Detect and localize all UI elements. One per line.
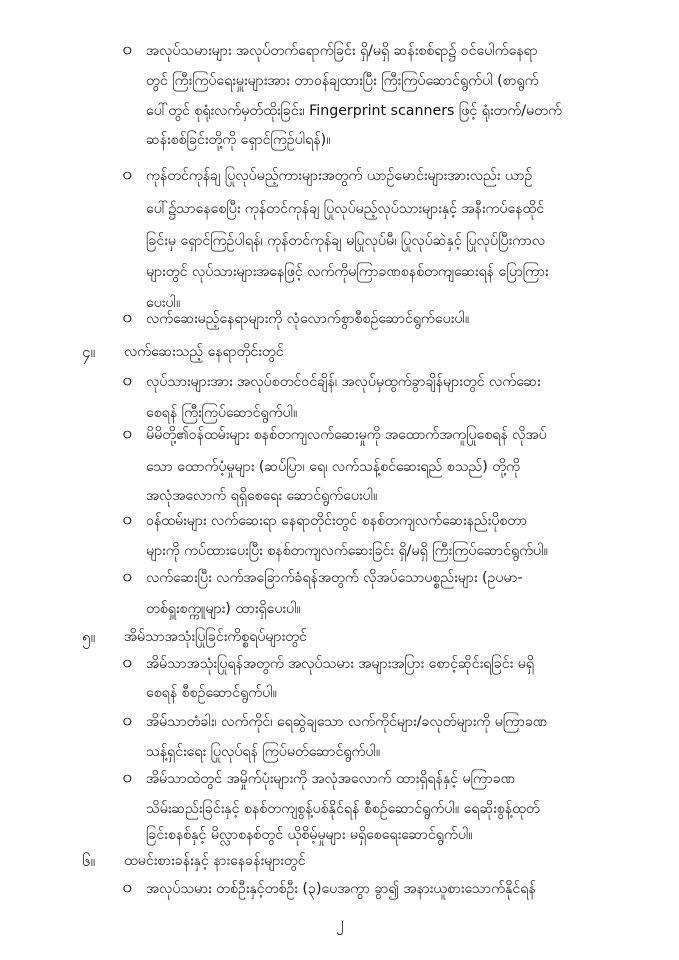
text-line: ကုန်တင်ကုန်ချ ပြုလုပ်မည့်ကားများအတွက် ယာဉ်မောင်းများအားလည်း ယာဉ် <box>146 168 533 184</box>
text-line: အိမ်သာတံခါး၊ လက်ကိုင်၊ ရေဆွဲချသော လက်ကိုင်များ/ခလုတ်များကို မကြာခဏ <box>146 714 548 730</box>
text-line: တစ်ရှူးစက္ကူများ) ထားရှိပေးပါ။ <box>146 601 301 617</box>
section-number: ၆။ <box>82 852 95 870</box>
text-line: စေရန် စီစဉ်ဆောင်ရွက်ပါ။ <box>146 685 277 701</box>
text-line: ခြင်းမှ ရှောင်ကြဉ်ပါရန်၊ ကုန်တင်ကုန်ချ မပြုလုပ်မီ၊ ပြုလုပ်ဆဲနှင့် ပြုလုပ်ပြီးကာလ <box>146 233 546 249</box>
bullet-icon: ㅇ <box>120 373 135 391</box>
text-line: ပေးပါ။ <box>146 295 181 311</box>
text-line: ပေါ်တွင် စုရုံးလက်မှတ်ထိုးခြင်း၊ Fingerprint scanners ဖြင့် ရုံးတက်/မတက် <box>146 103 562 119</box>
text-line: ခြင်းစနစ်နှင့် မိလ္လာစနစ်တွင် ယိုစိမ့်မှုများ မရှိစေရေးဆောင်ရွက်ပါ။ <box>146 827 473 843</box>
text-line: လုပ်သားများအား အလုပ်စတင်ဝင်ချိန်၊ အလုပ်မှထွက်ခွာချိန်များတွင် လက်ဆေး <box>146 374 541 390</box>
bullet-icon: ㅇ <box>120 426 135 444</box>
text-line: သော ထောက်ပံ့မှုများ (ဆပ်ပြာ၊ ရေ၊ လက်သန့်စင်ဆေးရည် စသည်) တို့ကို <box>146 459 520 475</box>
bullet-icon: ㅇ <box>120 569 135 587</box>
bullet-icon: ㅇ <box>120 713 135 731</box>
bullet-icon: ㅇ <box>120 42 135 60</box>
bullet-icon: ㅇ <box>120 512 135 530</box>
section-number: ၅။ <box>82 628 95 646</box>
bullet-icon: ㅇ <box>120 310 135 328</box>
text-line: လက်ဆေးမည့်နေရာများကို လုံလောက်စွာစီစဉ်ဆောင်ရွက်ပေးပါ။ <box>146 311 470 327</box>
bullet-icon: ㅇ <box>120 655 135 673</box>
text-line: လက်ဆေးပြီး လက်အခြောက်ခံရန်အတွက် လိုအပ်သောပစ္စည်းများ (ဥပမာ- <box>146 570 523 586</box>
text-line: သိမ်းဆည်းခြင်းနှင့် စနစ်တကျစွန့်ပစ်နိုင်ရန် စီစဉ်ဆောင်ရွက်ပါ။ ရေဆိုးစွန့်ထုတ် <box>146 801 540 817</box>
text-line: များကို ကပ်ထားပေးပြီး စနစ်တကျလက်ဆေးခြင်း ရှိ/မရှိ ကြီးကြပ်ဆောင်ရွက်ပါ။ <box>146 543 548 559</box>
text-line: အလုပ်သမားများ အလုပ်တက်ရောက်ခြင်း ရှိ/မရှိ ဆန်းစစ်ရာ၌ ဝင်ပေါက်နေရာ <box>146 43 538 59</box>
text-line: အလုံအလောက် ရရှိစေရေး ဆောင်ရွက်ပေးပါ။ <box>146 488 378 504</box>
section-heading: လက်ဆေးသည့် နေရာတိုင်းတွင် <box>124 344 284 360</box>
bullet-icon: ㅇ <box>120 770 135 788</box>
section-heading: ထမင်းစားခန်းနှင့် နားနေခန်းများတွင် <box>124 853 306 869</box>
text-line: များတွင် လုပ်သားများအနေဖြင့် လက်ကိုမကြာခဏစနစ်တကျဆေးရန် ပြောကြား <box>146 264 549 280</box>
section-number: ၄။ <box>82 343 95 361</box>
text-line: အိမ်သာအသုံးပြုရန်အတွက် အလုပ်သမား အများအပြား စောင့်ဆိုင်းရခြင်း မရှိ <box>146 656 534 672</box>
text-line: ဝန်ထမ်းများ လက်ဆေးရာ နေရာတိုင်းတွင် စနစ်တကျလက်ဆေးနည်းပိုစတာ <box>146 513 527 529</box>
text-line: မိမိတို့၏ဝန်ထမ်းများ စနစ်တကျလက်ဆေးမှုကို အထောက်အကူပြုစေရန် လိုအပ် <box>146 427 547 443</box>
text-line: စေရန် ကြီးကြပ်ဆောင်ရွက်ပါ။ <box>146 405 298 421</box>
text-line: တွင် ကြီးကြပ်ရေးမှူးများအား တာဝန်ချထားပြီး ကြီးကြပ်ဆောင်ရွက်ပါ (စာရွက် <box>146 73 539 89</box>
section-heading: အိမ်သာအသုံးပြုခြင်းကိစ္စရပ်များတွင် <box>124 629 307 645</box>
text-line: သန့်ရှင်းရေး ပြုလုပ်ရန် ကြပ်မတ်ဆောင်ရွက်ပါ။ <box>146 744 381 760</box>
bullet-icon: ㅇ <box>120 167 135 185</box>
page-number: ၂ <box>336 914 344 932</box>
text-line: ဆန်းစစ်ခြင်းတို့ကို ရှောင်ကြဉ်ပါရန်)။ <box>146 132 331 148</box>
bullet-icon: ㅇ <box>120 880 135 898</box>
text-line: အလုပ်သမား တစ်ဦးနှင့်တစ်ဦး (၃)ပေအကွာ ခွာ၍ အနားယူစားသောက်နိုင်ရန် <box>146 881 536 897</box>
text-line: ပေါ်၌သာနေစေပြီး ကုန်တင်ကုန်ချ ပြုလုပ်မည့်လုပ်သားများနှင့် အနီးကပ်နေထိုင် <box>146 201 545 217</box>
text-line: အိမ်သာထဲတွင် အမှိုက်ပုံးများကို အလုံအလောက် ထားရှိရန်နှင့် မကြာခဏ <box>146 771 516 787</box>
